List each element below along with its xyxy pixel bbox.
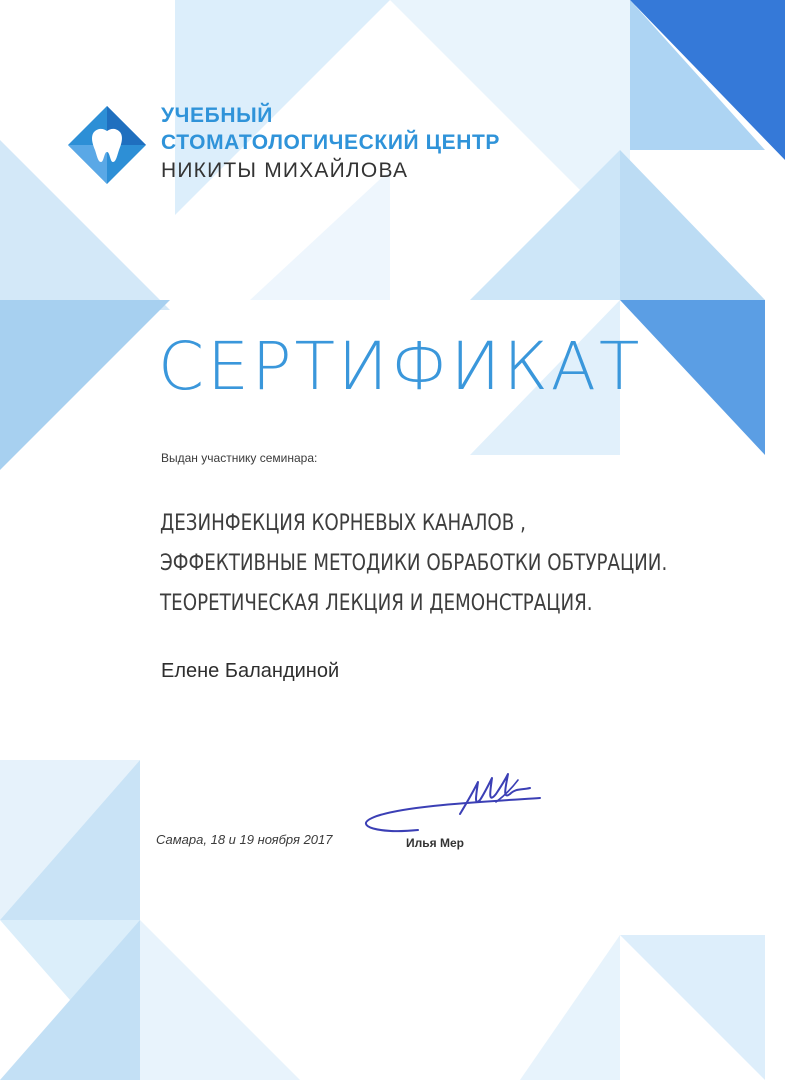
decor-triangle (250, 170, 390, 300)
decor-triangle (140, 920, 300, 1080)
decor-triangle (620, 935, 765, 1080)
organization-line-3: НИКИТЫ МИХАЙЛОВА (161, 159, 409, 182)
issued-label: Выдан участнику семинара: (161, 451, 318, 465)
organization-line-1: УЧЕБНЫЙ (161, 104, 273, 127)
tooth-diamond-logo-icon (66, 104, 148, 186)
decor-triangle (0, 300, 170, 470)
seminar-title-line: ДЕЗИНФЕКЦИЯ КОРНЕВЫХ КАНАЛОВ , (160, 511, 526, 536)
decor-triangle (470, 150, 620, 300)
seminar-title-line: ЭФФЕКТИВНЫЕ МЕТОДИКИ ОБРАБОТКИ ОБТУРАЦИИ. (160, 551, 668, 576)
place-and-date: Самара, 18 и 19 ноября 2017 (156, 832, 333, 847)
certificate-title: СЕРТИФИКАТ (158, 328, 643, 405)
decor-triangle (520, 935, 620, 1080)
recipient-name: Елене Баландиной (161, 660, 340, 682)
decor-triangle (620, 150, 765, 300)
signer-name: Илья Мер (406, 836, 464, 850)
seminar-title-line: ТЕОРЕТИЧЕСКАЯ ЛЕКЦИЯ И ДЕМОНСТРАЦИЯ. (160, 591, 593, 616)
organization-line-2: СТОМАТОЛОГИЧЕСКИЙ ЦЕНТР (161, 131, 500, 154)
